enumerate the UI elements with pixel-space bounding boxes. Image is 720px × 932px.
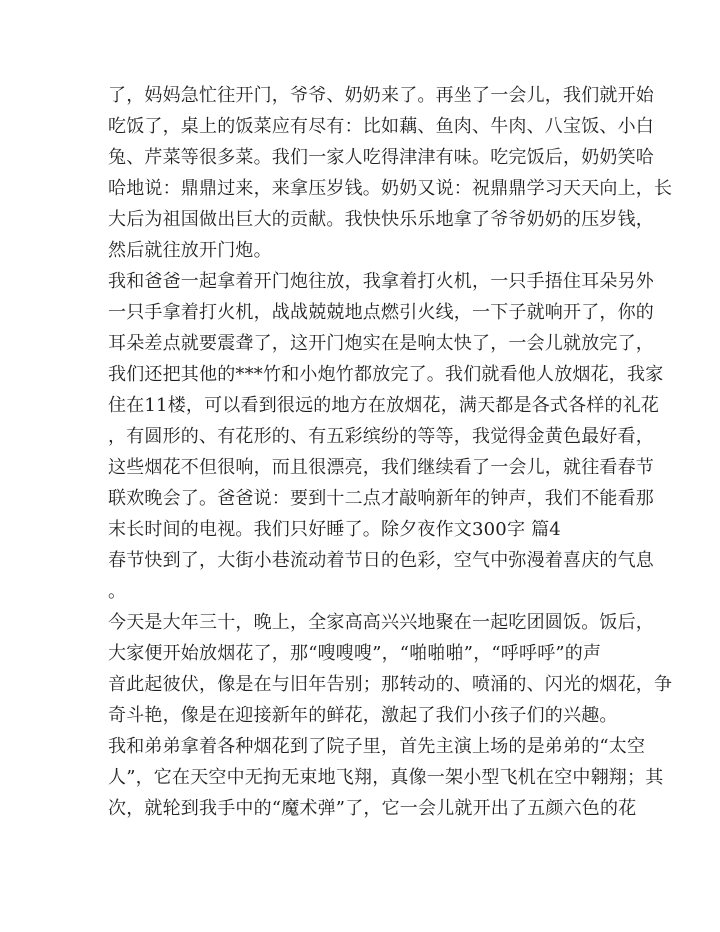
text-line: 住在11楼，可以看到很远的地方在放烟花，满天都是各式各样的礼花 (108, 395, 660, 416)
text-line: 兔、芹菜等很多菜。我们一家人吃得津津有味。吃完饭后，奶奶笑哈 (108, 147, 654, 168)
text-line: 音此起彼伏，像是在与旧年告别；那转动的、喷涌的、闪光的烟花，争 (108, 674, 673, 695)
text-line: ，有圆形的、有花形的、有五彩缤纷的等等，我觉得金黄色最好看， (108, 426, 654, 447)
text-line: 次，就轮到我手中的“魔术弹”了，它一会儿就开出了五颜六色的花 (108, 798, 637, 819)
text-line: 一只手拿着打火机，战战兢兢地点燃引火线，一下子就响开了，你的 (108, 302, 654, 323)
text-line: 人”，它在天空中无拘无束地飞翔，真像一架小型飞机在空中翱翔；其 (108, 767, 664, 788)
text-line: 春节快到了，大街小巷流动着节日的色彩，空气中弥漫着喜庆的气息 (108, 550, 654, 571)
text-line: 大家便开始放烟花了，那“嗖嗖嗖”，“啪啪啪”，“呼呼呼”的声 (108, 643, 602, 664)
text-line: 末长时间的电视。我们只好睡了。除夕夜作文300字 篇4 (108, 519, 561, 540)
text-line: 。 (108, 581, 127, 602)
text-line: 这些烟花不但很响，而且很漂亮，我们继续看了一会儿，就往看春节 (108, 457, 654, 478)
text-line: 联欢晚会了。爸爸说：要到十二点才敲响新年的钟声，我们不能看那 (108, 488, 654, 509)
text-line: 耳朵差点就要震聋了，这开门炮实在是响太快了，一会儿就放完了， (108, 333, 654, 354)
essay-text (108, 80, 673, 824)
text-line: 了，妈妈急忙往开门，爷爷、奶奶来了。再坐了一会儿，我们就开始 (108, 85, 654, 106)
text-line: 大后为祖国做出巨大的贡献。我快快乐乐地拿了爷爷奶奶的压岁钱， (108, 209, 654, 230)
text-line: 我们还把其他的***竹和小炮竹都放完了。我们就看他人放烟花，我家 (108, 364, 664, 385)
text-line: 吃饭了，桌上的饭菜应有尽有：比如藕、鱼肉、牛肉、八宝饭、小白 (108, 116, 654, 137)
text-line: 奇斗艳，像是在迎接新年的鲜花，激起了我们小孩子们的兴趣。 (108, 705, 618, 726)
text-line: 我和弟弟拿着各种烟花到了院子里，首先主演上场的是弟弟的“太空 (108, 736, 646, 757)
text-line: 我和爸爸一起拿着开门炮往放，我拿着打火机，一只手捂住耳朵另外 (108, 271, 654, 292)
text-line: 今天是大年三十，晚上，全家高高兴兴地聚在一起吃团圆饭。饭后， (108, 612, 654, 633)
text-line: 哈地说：鼎鼎过来，来拿压岁钱。奶奶又说：祝鼎鼎学习天天向上，长 (108, 178, 673, 199)
text-line: 然后就往放开门炮。 (108, 240, 272, 261)
